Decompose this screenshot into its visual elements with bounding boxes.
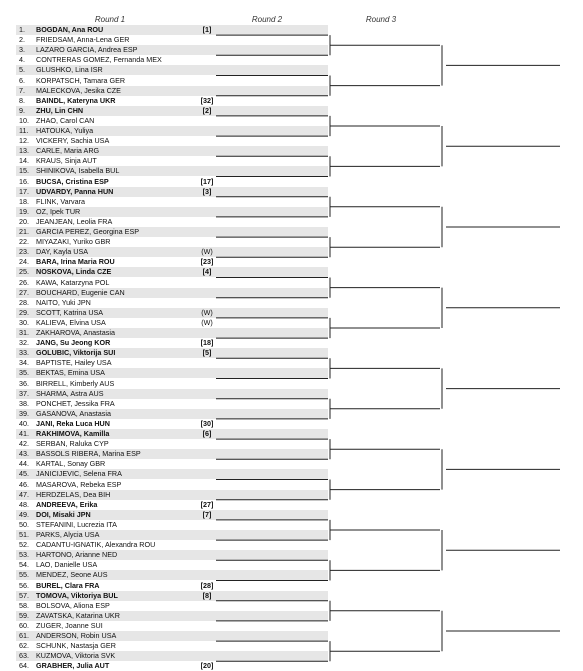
player-name: NAITO, Yuki JPN (36, 297, 91, 307)
player-name: CARLE, Maria ARG (36, 146, 100, 156)
entry-number: 3. (19, 45, 25, 55)
player-name: JANI, Reka Luca HUN (36, 418, 110, 428)
seed-tag: [18] (200, 338, 214, 348)
player-name: JEANJEAN, Leolia FRA (36, 216, 113, 226)
entry-number: 20. (19, 216, 29, 226)
player-name: KUZMOVA, Viktoria SVK (36, 651, 116, 661)
seed-tag: (W) (201, 307, 213, 317)
entry-number: 61. (19, 631, 29, 640)
entry-number: 30. (19, 317, 29, 327)
player-name: DOI, Misaki JPN (36, 509, 91, 519)
seed-tag: [4] (202, 267, 212, 277)
entry-number: 16. (19, 176, 29, 186)
entry-number: 22. (19, 237, 29, 247)
entry-number: 2. (19, 35, 25, 45)
entry-number: 49. (19, 509, 29, 519)
entry-number: 15. (19, 166, 29, 176)
player-name: BOLSOVA, Aliona ESP (36, 600, 110, 610)
entry-number: 45. (19, 469, 29, 479)
entry-number: 8. (19, 95, 25, 105)
entry-number: 46. (19, 479, 29, 489)
player-name: GRABHER, Julia AUT (36, 661, 110, 671)
entry-number: 43. (19, 449, 29, 459)
entry-number: 7. (19, 85, 25, 95)
player-name: GARCIA PEREZ, Georgina ESP (36, 227, 140, 236)
seed-tag: [23] (200, 257, 214, 267)
player-name: HATOUKA, Yuliya (36, 126, 94, 135)
player-name: SHINIKOVA, Isabella BUL (36, 166, 120, 176)
player-name: MENDEZ, Seone AUS (36, 570, 108, 580)
entry-number: 4. (19, 55, 25, 65)
entry-number: 10. (19, 115, 29, 125)
player-name: BUREL, Clara FRA (36, 580, 100, 590)
entry-number: 19. (19, 206, 29, 216)
entry-number: 53. (19, 550, 29, 560)
entry-number: 39. (19, 408, 29, 418)
seed-tag: [30] (200, 418, 214, 428)
seed-tag: (W) (201, 317, 213, 327)
entry-number: 28. (19, 297, 29, 307)
player-name: BOUCHARD, Eugenie CAN (36, 287, 125, 297)
entry-number: 41. (19, 429, 29, 438)
seed-tag: [3] (202, 186, 212, 196)
entry-number: 57. (19, 590, 29, 600)
player-name: PONCHET, Jessika FRA (36, 398, 115, 408)
player-name: KRAUS, Sinja AUT (36, 156, 97, 166)
entry-number: 36. (19, 378, 29, 388)
entry-number: 9. (19, 105, 25, 115)
player-name: BOGDAN, Ana ROU (36, 25, 104, 34)
seed-tag: [17] (200, 176, 214, 186)
player-name: ZHAO, Carol CAN (36, 115, 95, 125)
player-name: GASANOVA, Anastasia (36, 408, 111, 418)
player-name: MASAROVA, Rebeka ESP (36, 479, 122, 489)
entry-number: 51. (19, 530, 29, 539)
player-name: MIYAZAKI, Yuriko GBR (36, 237, 111, 247)
entry-number: 29. (19, 307, 29, 317)
player-name: STEFANINI, Lucrezia ITA (36, 519, 117, 529)
entry-number: 37. (19, 388, 29, 398)
entry-number: 48. (19, 499, 29, 509)
player-name: SERBAN, Raluka CYP (36, 439, 109, 449)
seed-tag: [27] (200, 499, 214, 509)
entry-number: 54. (19, 560, 29, 570)
player-name: ANDREEVA, Erika (36, 499, 98, 509)
player-name: OZ, Ipek TUR (36, 206, 81, 216)
seed-tag: [5] (202, 348, 212, 358)
entry-number: 14. (19, 156, 29, 166)
player-name: BIRRELL, Kimberly AUS (36, 378, 115, 388)
entry-number: 60. (19, 620, 29, 630)
entry-number: 26. (19, 277, 29, 287)
entry-number: 63. (19, 651, 29, 661)
player-name: TOMOVA, Viktoriya BUL (36, 590, 118, 600)
entry-number: 23. (19, 247, 29, 257)
player-name: VICKERY, Sachia USA (36, 136, 110, 146)
player-name: BUCSA, Cristina ESP (36, 176, 109, 186)
entry-number: 27. (19, 287, 29, 297)
player-name: ZUGER, Joanne SUI (36, 620, 103, 630)
player-name: DAY, Kayla USA (36, 247, 89, 257)
player-name: BAINDL, Kateryna UKR (36, 95, 116, 105)
player-name: SCOTT, Katrina USA (36, 307, 104, 317)
player-name: KALIEVA, Elvina USA (36, 317, 106, 327)
seed-tag: [6] (202, 429, 212, 438)
player-name: LAO, Danielle USA (36, 560, 98, 570)
entry-number: 1. (19, 25, 25, 34)
player-name: JANICIJEVIC, Selena FRA (36, 469, 122, 479)
player-name: KAWA, Katarzyna POL (36, 277, 110, 287)
entry-number: 56. (19, 580, 29, 590)
seed-tag: [28] (200, 580, 214, 590)
seed-tag: [20] (200, 661, 214, 671)
player-name: BEKTAS, Emina USA (36, 368, 105, 378)
player-name: PARKS, Alycia USA (36, 530, 100, 539)
player-name: LAZARO GARCIA, Andrea ESP (36, 45, 138, 55)
entry-number: 5. (19, 65, 25, 75)
entry-number: 21. (19, 227, 29, 236)
entry-number: 11. (19, 126, 29, 135)
player-name: BARA, Irina Maria ROU (36, 257, 115, 267)
entry-number: 33. (19, 348, 29, 358)
player-name: CONTRERAS GOMEZ, Fernanda MEX (36, 55, 162, 65)
entry-number: 34. (19, 358, 29, 368)
entry-number: 25. (19, 267, 29, 277)
entry-number: 50. (19, 519, 29, 529)
entry-number: 40. (19, 418, 29, 428)
entry-number: 52. (19, 540, 29, 550)
player-name: FRIEDSAM, Anna-Lena GER (36, 35, 130, 45)
seed-tag: [7] (202, 509, 212, 519)
player-name: ZHU, Lin CHN (36, 105, 84, 115)
entry-number: 13. (19, 146, 29, 156)
entry-number: 18. (19, 196, 29, 206)
seed-tag: (W) (201, 247, 213, 257)
entry-number: 24. (19, 257, 29, 267)
round-2-header: Round 2 (251, 15, 283, 24)
player-name: KARTAL, Sonay GBR (36, 459, 106, 469)
entry-number: 32. (19, 338, 29, 348)
player-name: ANDERSON, Robin USA (36, 631, 117, 640)
player-name: SHARMA, Astra AUS (36, 388, 104, 398)
player-name: BAPTISTE, Hailey USA (36, 358, 112, 368)
player-name: GLUSHKO, Lina ISR (36, 65, 103, 75)
player-name: HERDZELAS, Dea BIH (36, 489, 111, 499)
entry-number: 64. (19, 661, 29, 671)
player-name: GOLUBIC, Viktorija SUI (36, 348, 116, 358)
player-name: MALECKOVA, Jesika CZE (36, 85, 121, 95)
seed-tag: [2] (202, 105, 212, 115)
player-name: FLINK, Varvara (36, 196, 85, 206)
entry-number: 58. (19, 600, 29, 610)
entry-number: 55. (19, 570, 29, 580)
entry-number: 47. (19, 489, 29, 499)
player-name: HARTONO, Arianne NED (36, 550, 118, 560)
player-name: UDVARDY, Panna HUN (36, 186, 114, 196)
player-name: ZAVATSKA, Katarina UKR (36, 610, 120, 620)
player-name: JANG, Su Jeong KOR (36, 338, 111, 348)
player-name: BASSOLS RIBERA, Marina ESP (36, 449, 141, 459)
player-name: RAKHIMOVA, Kamilla (36, 429, 110, 438)
entry-number: 17. (19, 186, 29, 196)
entry-number: 62. (19, 641, 29, 651)
round-1-header: Round 1 (94, 15, 126, 24)
player-name: SCHUNK, Nastasja GER (36, 641, 116, 651)
player-name: NOSKOVA, Linda CZE (36, 267, 112, 277)
round-3-header: Round 3 (365, 15, 397, 24)
seed-tag: [8] (202, 590, 212, 600)
seed-tag: [1] (202, 25, 212, 34)
player-name: ZAKHAROVA, Anastasia (36, 328, 115, 337)
entry-number: 38. (19, 398, 29, 408)
player-name: CADANTU-IGNATIK, Alexandra ROU (36, 540, 156, 550)
entry-number: 42. (19, 439, 29, 449)
player-name: KORPATSCH, Tamara GER (36, 75, 126, 85)
entry-number: 12. (19, 136, 29, 146)
entry-number: 35. (19, 368, 29, 378)
entry-number: 6. (19, 75, 25, 85)
entry-number: 44. (19, 459, 29, 469)
entry-number: 59. (19, 610, 29, 620)
seed-tag: [32] (200, 95, 214, 105)
entry-number: 31. (19, 328, 29, 337)
